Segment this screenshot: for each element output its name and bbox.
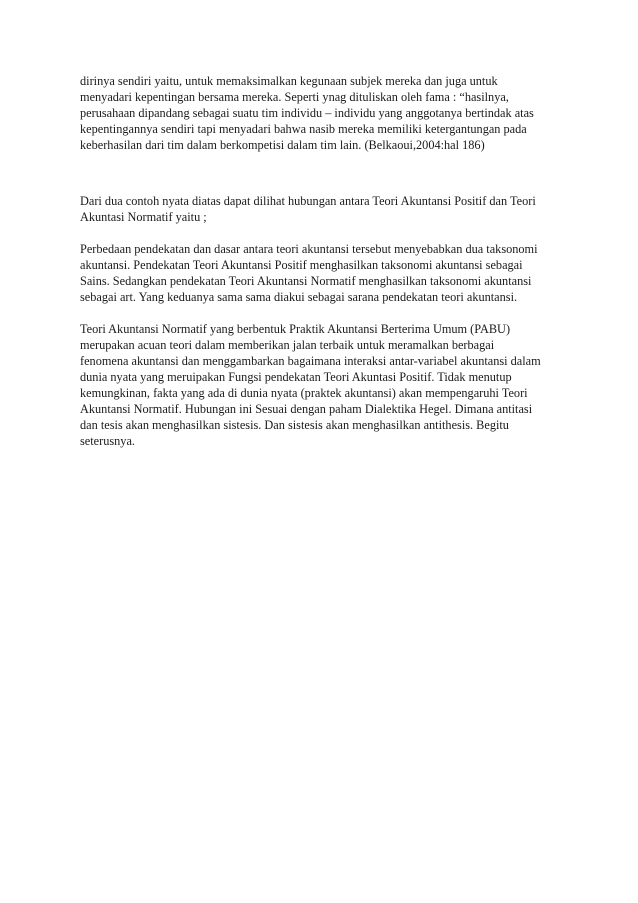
text-line: Perbedaan pendekatan dan dasar antara teori akuntansi tersebut menyebabkan dua taksonomi [80, 242, 538, 256]
text-line: akuntansi. Pendekatan Teori Akuntansi Positif menghasilkan taksonomi akuntansi sebagai [80, 258, 523, 272]
paragraph-belkaoui-quote [80, 73, 580, 153]
text-line: keberhasilan dari tim dalam berkompetisi dalam tim lain. (Belkaoui,2004:hal 186) [80, 138, 485, 152]
text-line: kepentingannya sendiri tapi menyadari bahwa nasib mereka memiliki ketergantungan pada [80, 122, 527, 136]
text-line: Sains. Sedangkan pendekatan Teori Akuntansi Normatif menghasilkan taksonomi akuntansi [80, 274, 532, 288]
paragraph-taxonomy-difference [80, 241, 580, 305]
text-line: Akuntasi Normatif yaitu ; [80, 210, 207, 224]
text-line: merupakan acuan teori dalam memberikan jalan terbaik untuk meramalkan berbagai [80, 338, 495, 352]
text-line: menyadari kepentingan bersama mereka. Seperti ynag dituliskan oleh fama : “hasilnya, [80, 90, 509, 104]
text-line: Akuntansi Normatif. Hubungan ini Sesuai dengan paham Dialektika Hegel. Dimana antitasi [80, 402, 533, 416]
text-line: dan tesis akan menghasilkan sistesis. Dan sistesis akan menghasilkan antithesis. Begitu [80, 418, 509, 432]
text-line: kemungkinan, fakta yang ada di dunia nyata (praktek akuntansi) akan mempengaruhi Teori [80, 386, 528, 400]
text-line: Teori Akuntansi Normatif yang berbentuk Praktik Akuntansi Berterima Umum (PABU) [80, 322, 511, 336]
text-line: dunia nyata yang meruipakan Fungsi pendekatan Teori Akuntasi Positif. Tidak menutup [80, 370, 512, 384]
text-line: fenomena akuntansi dan menggambarkan bagaimana interaksi antar-variabel akuntansi dalam [80, 354, 541, 368]
text-line: dirinya sendiri yaitu, untuk memaksimalkan kegunaan subjek mereka dan juga untuk [80, 74, 498, 88]
text-line: sebagai art. Yang keduanya sama sama diakui sebagai sarana pendekatan teori akuntansi. [80, 290, 518, 304]
paragraph-pabu-dialectic [80, 321, 580, 449]
paragraph-relationship-intro [80, 193, 580, 225]
text-line: perusahaan dipandang sebagai suatu tim individu – individu yang anggotanya bertindak atas [80, 106, 534, 120]
text-line: seterusnya. [80, 434, 135, 448]
text-line: Dari dua contoh nyata diatas dapat dilihat hubungan antara Teori Akuntansi Positif dan Teori [80, 194, 536, 208]
